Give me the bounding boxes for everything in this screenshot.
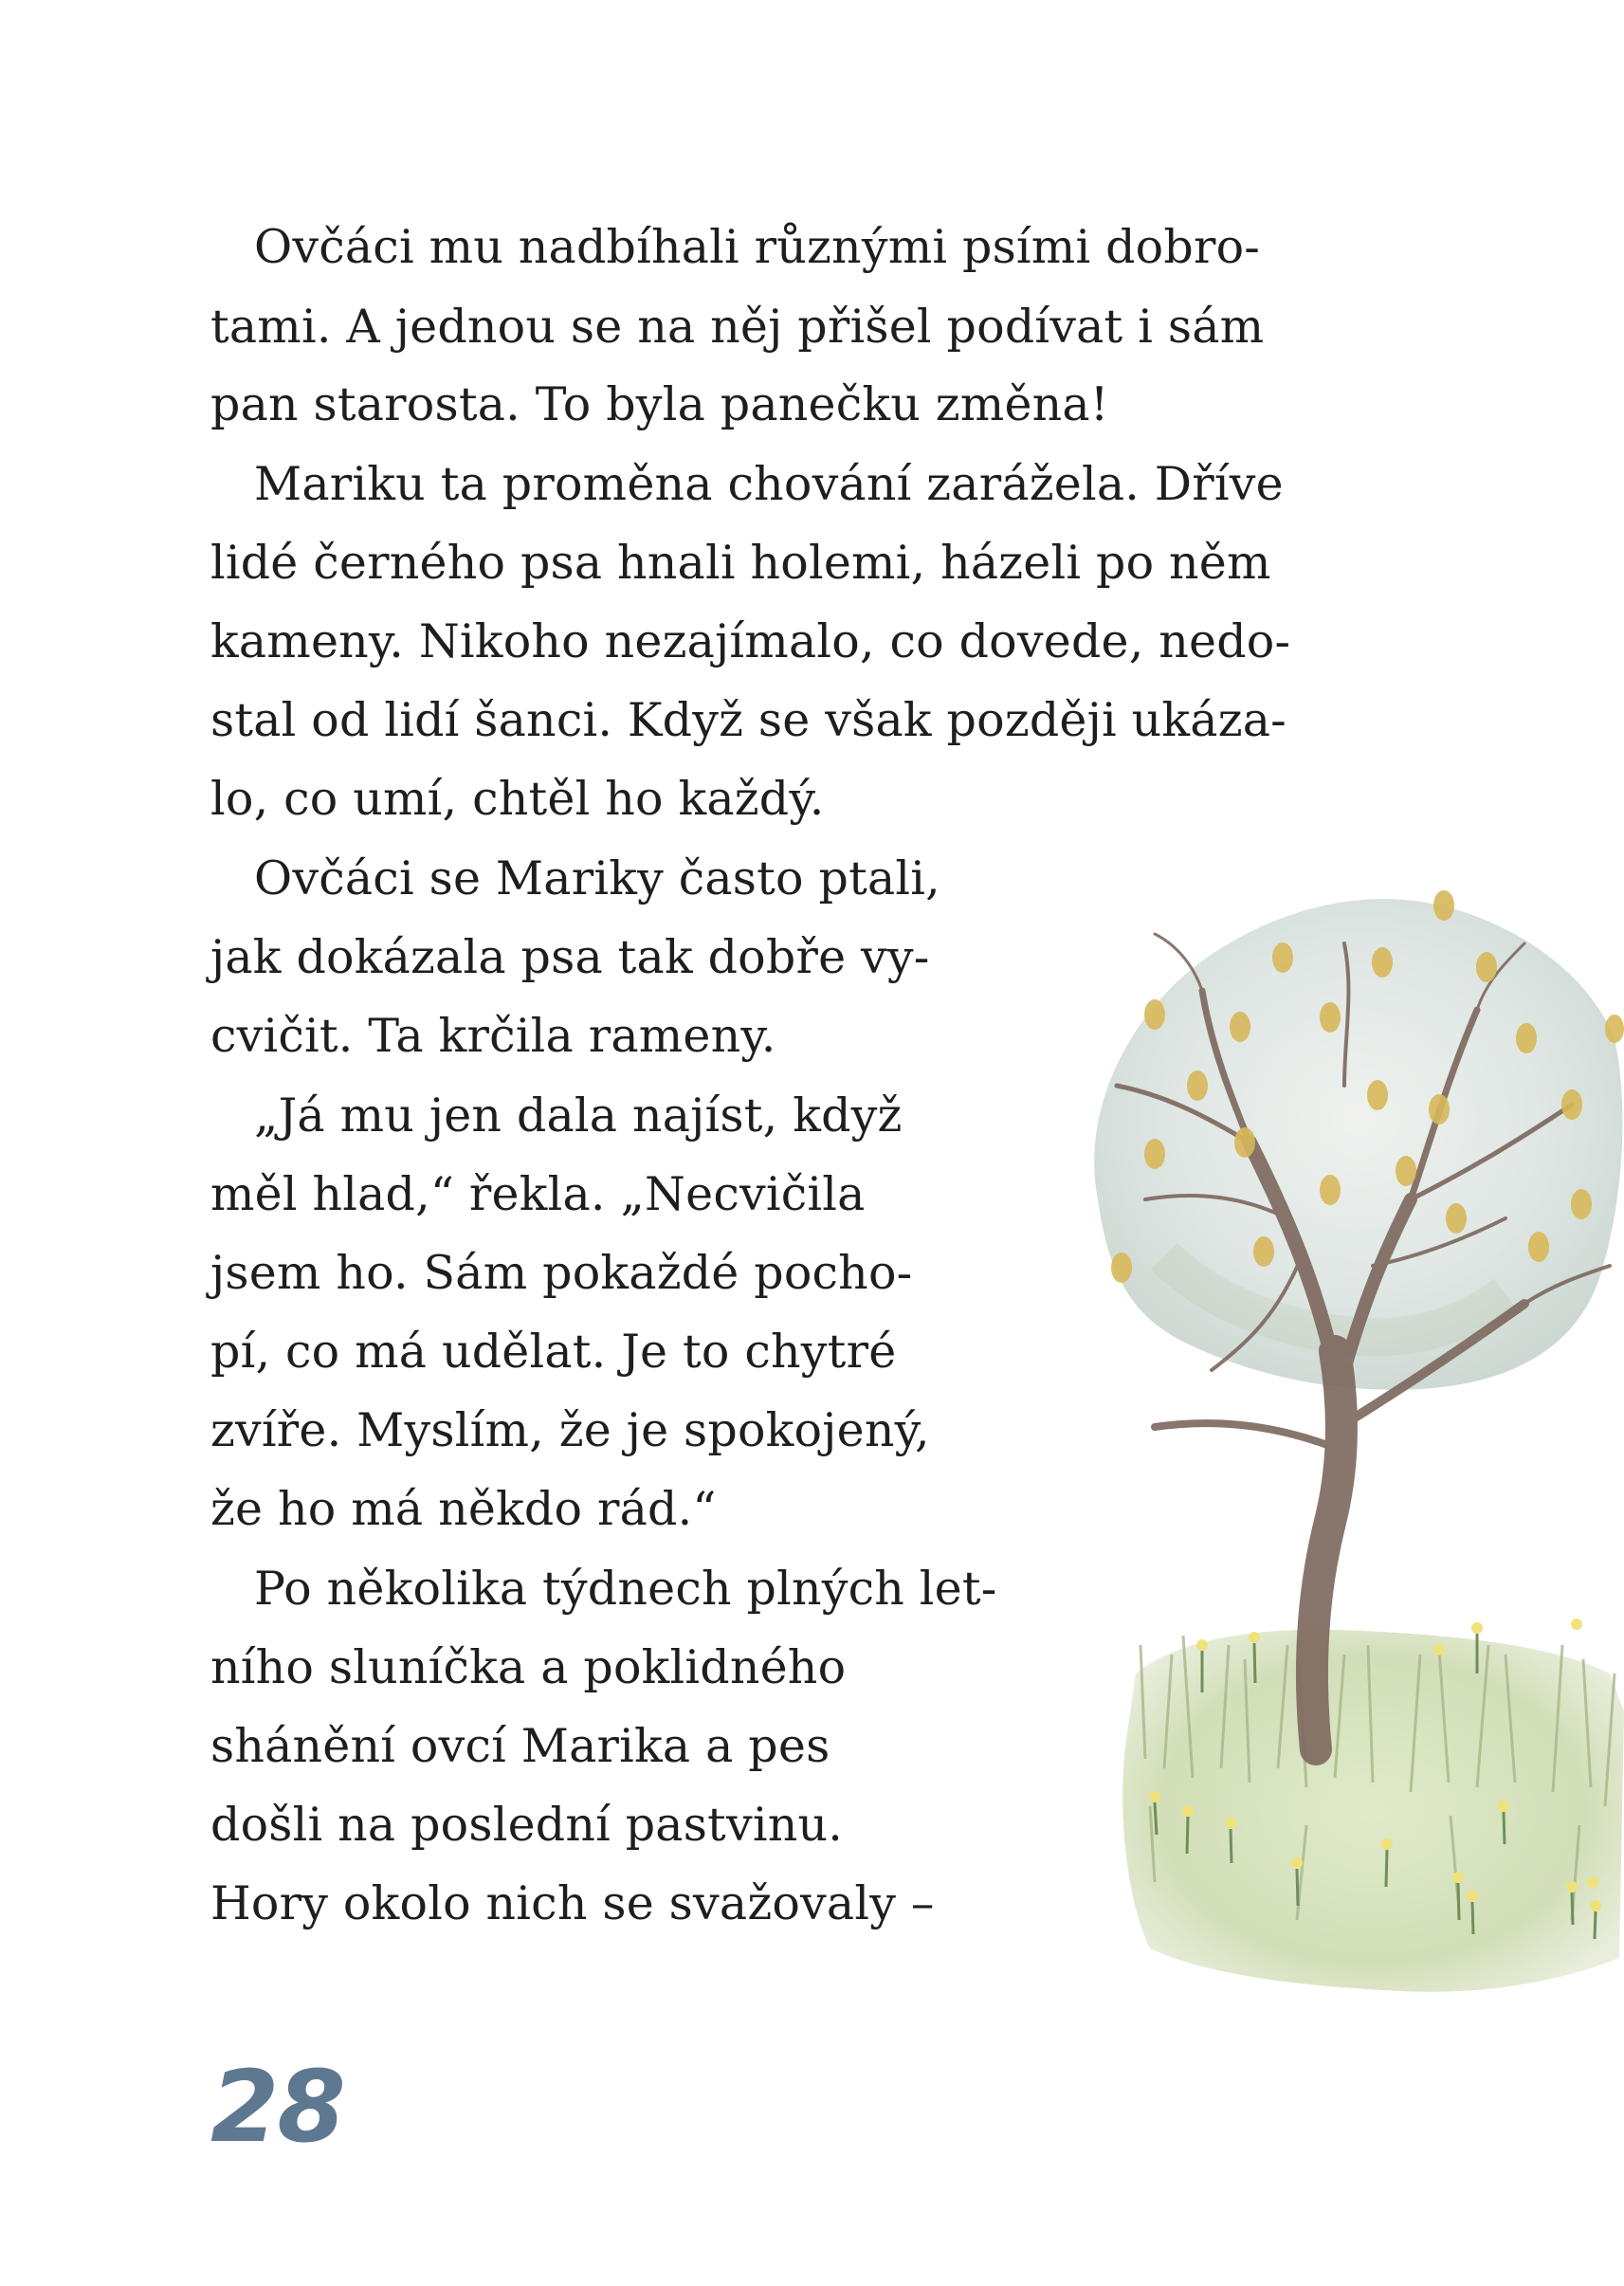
text-line: kameny. Nikoho nezajímalo, co dovede, nedo- — [210, 614, 1291, 668]
text-line: stal od lidí šanci. Když se však později ukáza- — [210, 693, 1286, 747]
text-line: měl hlad,“ řekla. „Necvičila — [210, 1167, 866, 1221]
text-line: lo, co umí, chtěl ho každý. — [210, 772, 825, 826]
text-line: Po několika týdnech plných let- — [254, 1562, 997, 1616]
text-line: shánění ovcí Marika a pes — [210, 1719, 830, 1773]
text-line: Ovčáci mu nadbíhali různými psími dobro- — [254, 220, 1261, 274]
pear — [1372, 947, 1393, 978]
pear-tree-illustration — [1060, 858, 1624, 2001]
text-line: došli na poslední pastvinu. — [210, 1798, 843, 1852]
pear — [1396, 1156, 1416, 1186]
text-line: jak dokázala psa tak dobře vy- — [210, 930, 930, 984]
pear — [1476, 952, 1497, 982]
pear — [1605, 1015, 1624, 1043]
pear — [1187, 1070, 1208, 1101]
pear — [1446, 1203, 1467, 1234]
text-line: pí, co má udělat. Je to chytré — [210, 1325, 897, 1379]
pear — [1367, 1080, 1388, 1110]
pear — [1320, 1175, 1341, 1205]
pear — [1234, 1127, 1255, 1158]
text-line: lidé černého psa hnali holemi, házeli po něm — [210, 536, 1271, 590]
pear — [1516, 1023, 1537, 1053]
text-line: Hory okolo nich se svažovaly – — [210, 1876, 935, 1930]
pear — [1253, 1236, 1274, 1267]
grass-wash — [1122, 1630, 1624, 1992]
text-line: Mariku ta proměna chování zarážela. Dříve — [254, 457, 1284, 511]
pear — [1320, 1002, 1341, 1033]
pear — [1571, 1189, 1592, 1219]
text-line: pan starosta. To byla panečku změna! — [210, 377, 1109, 431]
text-line: že ho má někdo rád.“ — [210, 1482, 717, 1536]
text-line: Ovčáci se Mariky často ptali, — [254, 851, 940, 905]
text-line: „Já mu jen dala najíst, když — [254, 1088, 903, 1143]
text-line: zvíře. Myslím, že je spokojený, — [210, 1403, 930, 1457]
pear — [1144, 1139, 1165, 1169]
pear — [1230, 1012, 1250, 1042]
pear — [1433, 890, 1454, 921]
pear — [1528, 1232, 1549, 1262]
pear — [1561, 1089, 1582, 1120]
page-number: 28 — [210, 2049, 344, 2165]
pear — [1429, 1094, 1450, 1125]
pear — [1272, 942, 1293, 973]
text-line: ního sluníčka a poklidného — [210, 1640, 847, 1694]
pear — [1111, 1253, 1132, 1283]
pear — [1144, 999, 1165, 1030]
text-line: jsem ho. Sám pokaždé pocho- — [210, 1246, 913, 1300]
text-line: cvičit. Ta krčila rameny. — [210, 1009, 776, 1063]
text-line: tami. A jednou se na něj přišel podívat i sám — [210, 300, 1265, 354]
